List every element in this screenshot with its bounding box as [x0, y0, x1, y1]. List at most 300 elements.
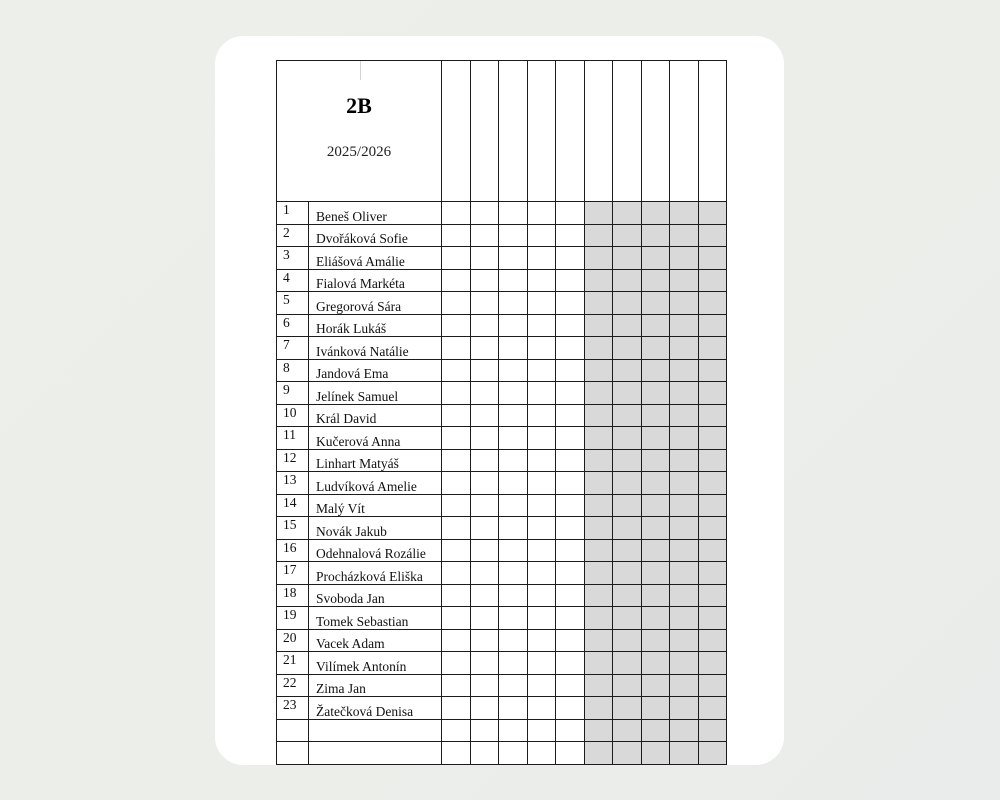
- grade-cell[interactable]: [499, 562, 528, 585]
- grade-cell[interactable]: [670, 314, 699, 337]
- grade-cell[interactable]: [556, 224, 585, 247]
- grade-cell[interactable]: [699, 719, 727, 742]
- grade-cell[interactable]: [528, 472, 556, 495]
- student-name: Novák Jakub: [309, 517, 442, 540]
- grade-cell[interactable]: [528, 359, 556, 382]
- grade-cell[interactable]: [499, 449, 528, 472]
- grade-cell[interactable]: [585, 337, 613, 360]
- grade-cell[interactable]: [471, 247, 499, 270]
- student-name: Zima Jan: [309, 674, 442, 697]
- grade-cell[interactable]: [585, 539, 613, 562]
- grade-cell[interactable]: [670, 292, 699, 315]
- grade-cell[interactable]: [499, 359, 528, 382]
- grade-cell[interactable]: [699, 202, 727, 225]
- grade-cell[interactable]: [585, 652, 613, 675]
- grade-cell[interactable]: [556, 427, 585, 450]
- grade-cell[interactable]: [471, 202, 499, 225]
- table-row: [277, 562, 727, 585]
- table-row: [277, 607, 727, 630]
- grade-cell[interactable]: [585, 719, 613, 742]
- grade-cell[interactable]: [670, 629, 699, 652]
- grade-cell[interactable]: [528, 337, 556, 360]
- grade-cell[interactable]: [442, 292, 471, 315]
- grade-cell[interactable]: [613, 337, 642, 360]
- grade-cell[interactable]: [613, 472, 642, 495]
- grade-cell[interactable]: [642, 404, 670, 427]
- grade-cell[interactable]: [556, 404, 585, 427]
- student-number: [277, 719, 309, 742]
- grade-cell[interactable]: [499, 427, 528, 450]
- grade-cell[interactable]: [699, 314, 727, 337]
- grade-cell[interactable]: [670, 674, 699, 697]
- grade-cell[interactable]: [585, 382, 613, 405]
- table-row: [277, 247, 727, 270]
- grade-cell[interactable]: [613, 629, 642, 652]
- grade-cell[interactable]: [613, 202, 642, 225]
- grade-cell[interactable]: [471, 314, 499, 337]
- grade-cell[interactable]: [499, 269, 528, 292]
- grade-cell[interactable]: [670, 742, 699, 765]
- cursor-mark: [360, 61, 361, 80]
- grade-cell[interactable]: [471, 292, 499, 315]
- grade-cell[interactable]: [699, 629, 727, 652]
- grade-cell[interactable]: [585, 247, 613, 270]
- grade-cell[interactable]: [699, 674, 727, 697]
- header-grade-cell[interactable]: [471, 61, 499, 202]
- grade-cell[interactable]: [442, 719, 471, 742]
- grade-cell[interactable]: [556, 269, 585, 292]
- grade-cell[interactable]: [642, 202, 670, 225]
- grade-cell[interactable]: [499, 202, 528, 225]
- grade-cell[interactable]: [499, 629, 528, 652]
- grade-cell[interactable]: [670, 224, 699, 247]
- grade-cell[interactable]: [642, 584, 670, 607]
- grade-cell[interactable]: [670, 494, 699, 517]
- grade-cell[interactable]: [442, 427, 471, 450]
- grade-cell[interactable]: [556, 607, 585, 630]
- header-grade-cell[interactable]: [499, 61, 528, 202]
- grade-cell[interactable]: [670, 719, 699, 742]
- grade-cell[interactable]: [499, 674, 528, 697]
- grade-cell[interactable]: [528, 224, 556, 247]
- grade-cell[interactable]: [442, 562, 471, 585]
- grade-cell[interactable]: [471, 382, 499, 405]
- student-name: Gregorová Sára: [309, 292, 442, 315]
- grade-cell[interactable]: [528, 562, 556, 585]
- grade-cell[interactable]: [528, 269, 556, 292]
- grade-cell[interactable]: [585, 224, 613, 247]
- grade-cell[interactable]: [642, 292, 670, 315]
- grade-cell[interactable]: [699, 247, 727, 270]
- grade-cell[interactable]: [642, 697, 670, 720]
- grade-cell[interactable]: [528, 382, 556, 405]
- grade-cell[interactable]: [528, 742, 556, 765]
- grade-cell[interactable]: [699, 517, 727, 540]
- grade-cell[interactable]: [670, 697, 699, 720]
- grade-cell[interactable]: [556, 359, 585, 382]
- grade-cell[interactable]: [442, 202, 471, 225]
- grade-cell[interactable]: [613, 607, 642, 630]
- grade-cell[interactable]: [528, 449, 556, 472]
- grade-cell[interactable]: [585, 292, 613, 315]
- grade-cell[interactable]: [499, 247, 528, 270]
- grade-cell[interactable]: [670, 539, 699, 562]
- grade-cell[interactable]: [499, 337, 528, 360]
- table-row: [277, 629, 727, 652]
- grade-cell[interactable]: [613, 314, 642, 337]
- grade-cell[interactable]: [499, 404, 528, 427]
- grade-cell[interactable]: [442, 742, 471, 765]
- grade-cell[interactable]: [642, 382, 670, 405]
- table-row: [277, 697, 727, 720]
- grade-cell[interactable]: [699, 224, 727, 247]
- student-number: [277, 742, 309, 765]
- grade-cell[interactable]: [699, 427, 727, 450]
- grade-cell[interactable]: [613, 742, 642, 765]
- grade-cell[interactable]: [670, 472, 699, 495]
- grade-cell[interactable]: [442, 359, 471, 382]
- grade-cell[interactable]: [471, 359, 499, 382]
- grade-cell[interactable]: [642, 224, 670, 247]
- grade-cell[interactable]: [699, 404, 727, 427]
- grade-cell[interactable]: [670, 202, 699, 225]
- grade-cell[interactable]: [499, 652, 528, 675]
- grade-cell[interactable]: [499, 292, 528, 315]
- grade-cell[interactable]: [556, 472, 585, 495]
- grade-cell[interactable]: [670, 427, 699, 450]
- grade-cell[interactable]: [642, 607, 670, 630]
- grade-cell[interactable]: [499, 472, 528, 495]
- grade-cell[interactable]: [585, 674, 613, 697]
- header-grade-cell[interactable]: [613, 61, 642, 202]
- grade-cell[interactable]: [699, 539, 727, 562]
- grade-cell[interactable]: [499, 224, 528, 247]
- student-name: Linhart Matyáš: [309, 449, 442, 472]
- grade-cell[interactable]: [613, 247, 642, 270]
- grade-cell[interactable]: [642, 337, 670, 360]
- table-row: [277, 314, 727, 337]
- grade-cell[interactable]: [499, 314, 528, 337]
- grade-cell[interactable]: [670, 562, 699, 585]
- grade-cell[interactable]: [556, 517, 585, 540]
- grade-cell[interactable]: [528, 539, 556, 562]
- grade-cell[interactable]: [556, 449, 585, 472]
- grade-cell[interactable]: [556, 247, 585, 270]
- grade-cell[interactable]: [699, 607, 727, 630]
- grade-cell[interactable]: [556, 382, 585, 405]
- grade-cell[interactable]: [528, 607, 556, 630]
- grade-cell[interactable]: [499, 539, 528, 562]
- grade-cell[interactable]: [613, 539, 642, 562]
- grade-cell[interactable]: [670, 584, 699, 607]
- grade-cell[interactable]: [471, 584, 499, 607]
- student-number: 22: [277, 674, 309, 697]
- grade-cell[interactable]: [670, 404, 699, 427]
- grade-cell[interactable]: [585, 359, 613, 382]
- grade-cell[interactable]: [499, 607, 528, 630]
- grade-cell[interactable]: [442, 247, 471, 270]
- grade-cell[interactable]: [471, 449, 499, 472]
- grade-cell[interactable]: [699, 652, 727, 675]
- grade-cell[interactable]: [642, 269, 670, 292]
- grade-cell[interactable]: [556, 314, 585, 337]
- grade-cell[interactable]: [442, 539, 471, 562]
- student-name: Ivánková Natálie: [309, 337, 442, 360]
- student-number: 3: [277, 247, 309, 270]
- student-number: 1: [277, 202, 309, 225]
- grade-cell[interactable]: [528, 719, 556, 742]
- grade-cell[interactable]: [699, 449, 727, 472]
- table-row: [277, 584, 727, 607]
- grade-cell[interactable]: [528, 629, 556, 652]
- grade-cell[interactable]: [442, 337, 471, 360]
- grade-cell[interactable]: [585, 314, 613, 337]
- grade-cell[interactable]: [528, 427, 556, 450]
- grade-cell[interactable]: [613, 404, 642, 427]
- table-row: [277, 652, 727, 675]
- grade-cell[interactable]: [699, 359, 727, 382]
- grade-cell[interactable]: [699, 337, 727, 360]
- grade-cell[interactable]: [442, 404, 471, 427]
- grade-cell[interactable]: [613, 674, 642, 697]
- grade-cell[interactable]: [499, 584, 528, 607]
- header-grade-cell[interactable]: [699, 61, 727, 202]
- grade-cell[interactable]: [442, 494, 471, 517]
- grade-cell[interactable]: [642, 427, 670, 450]
- grade-cell[interactable]: [471, 337, 499, 360]
- grade-cell[interactable]: [556, 674, 585, 697]
- table-row: [277, 449, 727, 472]
- grade-cell[interactable]: [556, 494, 585, 517]
- grade-cell[interactable]: [442, 224, 471, 247]
- student-name: Kučerová Anna: [309, 427, 442, 450]
- header-grade-cell[interactable]: [556, 61, 585, 202]
- grade-cell[interactable]: [499, 719, 528, 742]
- grade-cell[interactable]: [585, 472, 613, 495]
- grade-cell[interactable]: [471, 472, 499, 495]
- grade-cell[interactable]: [471, 224, 499, 247]
- grade-cell[interactable]: [471, 562, 499, 585]
- grade-cell[interactable]: [585, 202, 613, 225]
- grade-cell[interactable]: [528, 314, 556, 337]
- student-number: 6: [277, 314, 309, 337]
- grade-cell[interactable]: [585, 494, 613, 517]
- table-row: [277, 719, 727, 742]
- student-name: Fialová Markéta: [309, 269, 442, 292]
- grade-cell[interactable]: [670, 269, 699, 292]
- student-number: 5: [277, 292, 309, 315]
- grade-cell[interactable]: [528, 517, 556, 540]
- grade-cell[interactable]: [442, 652, 471, 675]
- grade-cell[interactable]: [556, 584, 585, 607]
- grade-cell[interactable]: [613, 449, 642, 472]
- grade-cell[interactable]: [585, 584, 613, 607]
- grade-cell[interactable]: [699, 382, 727, 405]
- grade-cell[interactable]: [642, 517, 670, 540]
- grade-cell[interactable]: [670, 337, 699, 360]
- grade-cell[interactable]: [585, 269, 613, 292]
- grade-cell[interactable]: [442, 584, 471, 607]
- grade-cell[interactable]: [556, 202, 585, 225]
- grade-cell[interactable]: [613, 427, 642, 450]
- grade-cell[interactable]: [442, 382, 471, 405]
- grade-cell[interactable]: [471, 652, 499, 675]
- header-grade-cell[interactable]: [528, 61, 556, 202]
- grade-cell[interactable]: [442, 607, 471, 630]
- grade-cell[interactable]: [499, 382, 528, 405]
- grade-cell[interactable]: [613, 359, 642, 382]
- grade-cell[interactable]: [670, 517, 699, 540]
- grade-cell[interactable]: [528, 584, 556, 607]
- grade-cell[interactable]: [442, 697, 471, 720]
- grade-cell[interactable]: [642, 674, 670, 697]
- grade-cell[interactable]: [528, 674, 556, 697]
- header-grade-cell[interactable]: [670, 61, 699, 202]
- grade-cell[interactable]: [670, 607, 699, 630]
- grade-cell[interactable]: [699, 584, 727, 607]
- grade-cell[interactable]: [642, 247, 670, 270]
- grade-cell[interactable]: [613, 494, 642, 517]
- grade-cell[interactable]: [442, 629, 471, 652]
- grade-cell[interactable]: [528, 292, 556, 315]
- grade-cell[interactable]: [471, 629, 499, 652]
- grade-cell[interactable]: [585, 427, 613, 450]
- grade-cell[interactable]: [528, 404, 556, 427]
- grade-cell[interactable]: [642, 539, 670, 562]
- grade-cell[interactable]: [670, 247, 699, 270]
- grade-cell[interactable]: [442, 517, 471, 540]
- student-name: Vacek Adam: [309, 629, 442, 652]
- grade-cell[interactable]: [613, 382, 642, 405]
- student-number: 20: [277, 629, 309, 652]
- grade-cell[interactable]: [585, 629, 613, 652]
- grade-cell[interactable]: [585, 449, 613, 472]
- grade-cell[interactable]: [642, 359, 670, 382]
- grade-cell[interactable]: [613, 719, 642, 742]
- grade-cell[interactable]: [699, 742, 727, 765]
- grade-cell[interactable]: [670, 382, 699, 405]
- grade-cell[interactable]: [613, 697, 642, 720]
- grade-cell[interactable]: [471, 427, 499, 450]
- grade-cell[interactable]: [642, 629, 670, 652]
- table-row: [277, 337, 727, 360]
- grade-cell[interactable]: [442, 449, 471, 472]
- grade-cell[interactable]: [613, 224, 642, 247]
- student-number: 2: [277, 224, 309, 247]
- grade-cell[interactable]: [642, 472, 670, 495]
- grade-cell[interactable]: [556, 539, 585, 562]
- grade-cell[interactable]: [585, 404, 613, 427]
- grade-cell[interactable]: [670, 359, 699, 382]
- grade-cell[interactable]: [699, 292, 727, 315]
- grade-cell[interactable]: [556, 337, 585, 360]
- grade-cell[interactable]: [642, 314, 670, 337]
- grade-cell[interactable]: [499, 494, 528, 517]
- grade-cell[interactable]: [642, 449, 670, 472]
- student-number: 23: [277, 697, 309, 720]
- grade-cell[interactable]: [471, 517, 499, 540]
- grade-cell[interactable]: [585, 697, 613, 720]
- student-number: 7: [277, 337, 309, 360]
- grade-cell[interactable]: [528, 494, 556, 517]
- grade-cell[interactable]: [528, 652, 556, 675]
- grade-cell[interactable]: [499, 697, 528, 720]
- grade-cell[interactable]: [699, 494, 727, 517]
- grade-cell[interactable]: [699, 269, 727, 292]
- grade-cell[interactable]: [670, 652, 699, 675]
- grade-cell[interactable]: [528, 697, 556, 720]
- grade-cell[interactable]: [556, 742, 585, 765]
- student-number: 19: [277, 607, 309, 630]
- grade-cell[interactable]: [613, 584, 642, 607]
- grade-cell[interactable]: [499, 517, 528, 540]
- grade-cell[interactable]: [585, 742, 613, 765]
- grade-cell[interactable]: [556, 629, 585, 652]
- grade-cell[interactable]: [499, 742, 528, 765]
- grade-cell[interactable]: [442, 314, 471, 337]
- grade-cell[interactable]: [585, 562, 613, 585]
- grade-cell[interactable]: [471, 719, 499, 742]
- student-number: 11: [277, 427, 309, 450]
- grade-cell[interactable]: [642, 742, 670, 765]
- grade-cell[interactable]: [699, 472, 727, 495]
- student-name: Tomek Sebastian: [309, 607, 442, 630]
- grade-cell[interactable]: [585, 517, 613, 540]
- grade-cell[interactable]: [471, 269, 499, 292]
- student-number: 15: [277, 517, 309, 540]
- grade-cell[interactable]: [613, 517, 642, 540]
- grade-cell[interactable]: [471, 674, 499, 697]
- grade-cell[interactable]: [556, 292, 585, 315]
- grade-cell[interactable]: [613, 652, 642, 675]
- grade-cell[interactable]: [556, 562, 585, 585]
- grade-cell[interactable]: [699, 562, 727, 585]
- header-grade-cell[interactable]: [442, 61, 471, 202]
- grade-cell[interactable]: [613, 292, 642, 315]
- grade-cell[interactable]: [442, 269, 471, 292]
- grade-cell[interactable]: [528, 247, 556, 270]
- grade-cell[interactable]: [471, 494, 499, 517]
- grade-cell[interactable]: [442, 674, 471, 697]
- grade-cell[interactable]: [556, 652, 585, 675]
- student-name: Jelínek Samuel: [309, 382, 442, 405]
- table-row: [277, 269, 727, 292]
- student-number: 9: [277, 382, 309, 405]
- grade-cell[interactable]: [642, 652, 670, 675]
- grade-cell[interactable]: [556, 719, 585, 742]
- grade-cell[interactable]: [471, 742, 499, 765]
- grade-cell[interactable]: [642, 719, 670, 742]
- grade-cell[interactable]: [556, 697, 585, 720]
- grade-cell[interactable]: [642, 494, 670, 517]
- grade-cell[interactable]: [442, 472, 471, 495]
- grade-cell[interactable]: [699, 697, 727, 720]
- grade-cell[interactable]: [642, 562, 670, 585]
- grade-cell[interactable]: [528, 202, 556, 225]
- grade-cell[interactable]: [471, 697, 499, 720]
- grade-cell[interactable]: [471, 404, 499, 427]
- header-grade-cell[interactable]: [585, 61, 613, 202]
- grade-cell[interactable]: [613, 562, 642, 585]
- grade-cell[interactable]: [585, 607, 613, 630]
- grade-cell[interactable]: [471, 539, 499, 562]
- grade-cell[interactable]: [670, 449, 699, 472]
- grade-cell[interactable]: [471, 607, 499, 630]
- header-grade-cell[interactable]: [642, 61, 670, 202]
- grade-cell[interactable]: [613, 269, 642, 292]
- table-row: [277, 292, 727, 315]
- student-number: 10: [277, 404, 309, 427]
